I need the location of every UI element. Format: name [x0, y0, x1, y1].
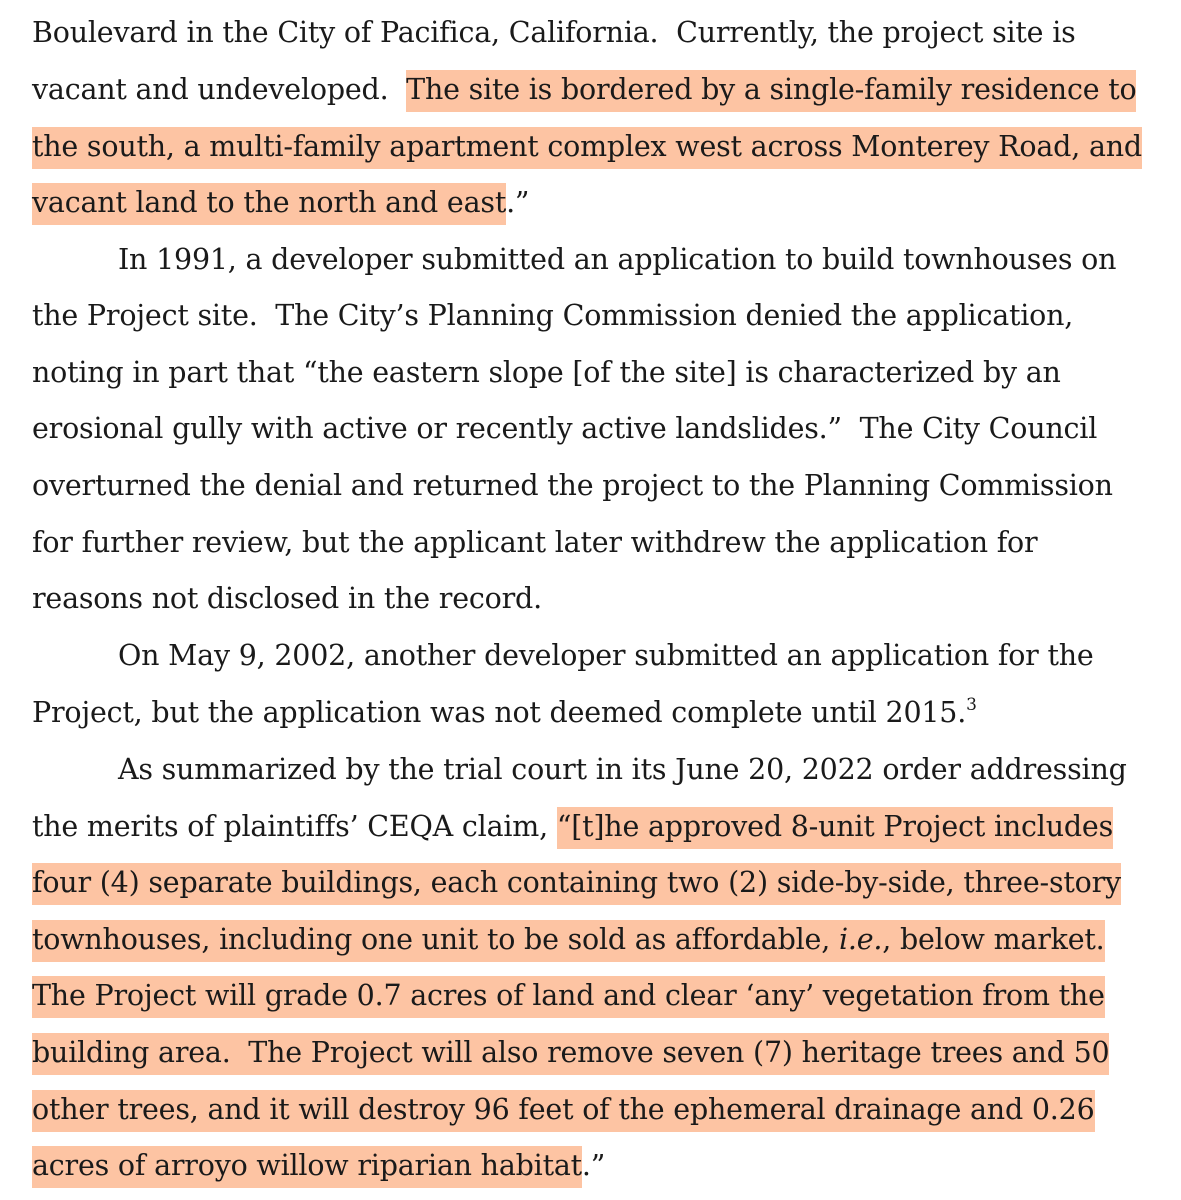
- highlighted-text: other trees, and it will destroy 96 feet of the ephemeral drainage and 0.26: [32, 1090, 1095, 1132]
- paragraph-1-line-1: Boulevard in the City of Pacifica, California. Currently, the project site is: [32, 16, 1076, 49]
- highlighted-text: acres of arroyo willow riparian habitat: [32, 1146, 582, 1188]
- paragraph-1-line-3: [32, 129, 1142, 165]
- highlighted-text: building area. The Project will also remove seven (7) heritage trees and 50: [32, 1033, 1109, 1075]
- paragraph-2-line-5: overturned the denial and returned the project to the Planning Commission: [32, 469, 1113, 502]
- plain-text: .”: [506, 186, 530, 219]
- highlighted-text: The Project will grade 0.7 acres of land and clear ‘any’ vegetation from the: [32, 976, 1105, 1018]
- paragraph-2-line-6: for further review, but the applicant later withdrew the application for: [32, 526, 1038, 559]
- highlighted-text: vacant land to the north and east: [32, 183, 506, 225]
- paragraph-2-line-7: reasons not disclosed in the record.: [32, 582, 542, 615]
- paragraph-4-line-7: [32, 1092, 1095, 1128]
- paragraph-2-line-2: the Project site. The City’s Planning Commission denied the application,: [32, 299, 1074, 332]
- paragraph-4-line-8: [32, 1148, 605, 1184]
- paragraph-3-line-1: On May 9, 2002, another developer submitted an application for the: [118, 639, 1094, 672]
- paragraph-1-line-2: [32, 72, 1136, 108]
- paragraph-4-line-3: [32, 865, 1121, 901]
- highlighted-italic-text: i.e.: [839, 920, 882, 962]
- paragraph-4-line-5: [32, 978, 1105, 1014]
- footnote-marker[interactable]: 3: [966, 695, 977, 715]
- highlighted-text: townhouses, including one unit to be sold as affordable,: [32, 920, 839, 962]
- paragraph-4-line-4: [32, 922, 1105, 958]
- paragraph-2-line-4: erosional gully with active or recently active landslides.” The City Council: [32, 412, 1098, 445]
- highlighted-text: The site is bordered by a single-family residence to: [406, 70, 1136, 112]
- highlighted-text: , below market.: [882, 920, 1104, 962]
- highlighted-text: “[t]he approved 8-unit Project includes: [557, 807, 1113, 849]
- plain-text: Project, but the application was not deemed complete until 2015.: [32, 696, 967, 729]
- highlighted-text: the south, a multi-family apartment complex west across Monterey Road, and: [32, 127, 1142, 169]
- highlighted-text: four (4) separate buildings, each containing two (2) side-by-side, three-story: [32, 863, 1121, 905]
- paragraph-2-line-3: noting in part that “the eastern slope [of the site] is characterized by an: [32, 356, 1061, 389]
- paragraph-3-line-2: [32, 695, 977, 731]
- paragraph-1-line-4: [32, 185, 529, 221]
- plain-text: the merits of plaintiffs’ CEQA claim,: [32, 810, 557, 843]
- plain-text: vacant and undeveloped.: [32, 73, 407, 106]
- paragraph-4-line-6: [32, 1035, 1109, 1071]
- paragraph-4-line-1: As summarized by the trial court in its June 20, 2022 order addressing: [118, 753, 1127, 786]
- plain-text: .”: [581, 1149, 606, 1182]
- paragraph-4-line-2: [32, 809, 1113, 845]
- paragraph-2-line-1: In 1991, a developer submitted an application to build townhouses on: [118, 243, 1117, 276]
